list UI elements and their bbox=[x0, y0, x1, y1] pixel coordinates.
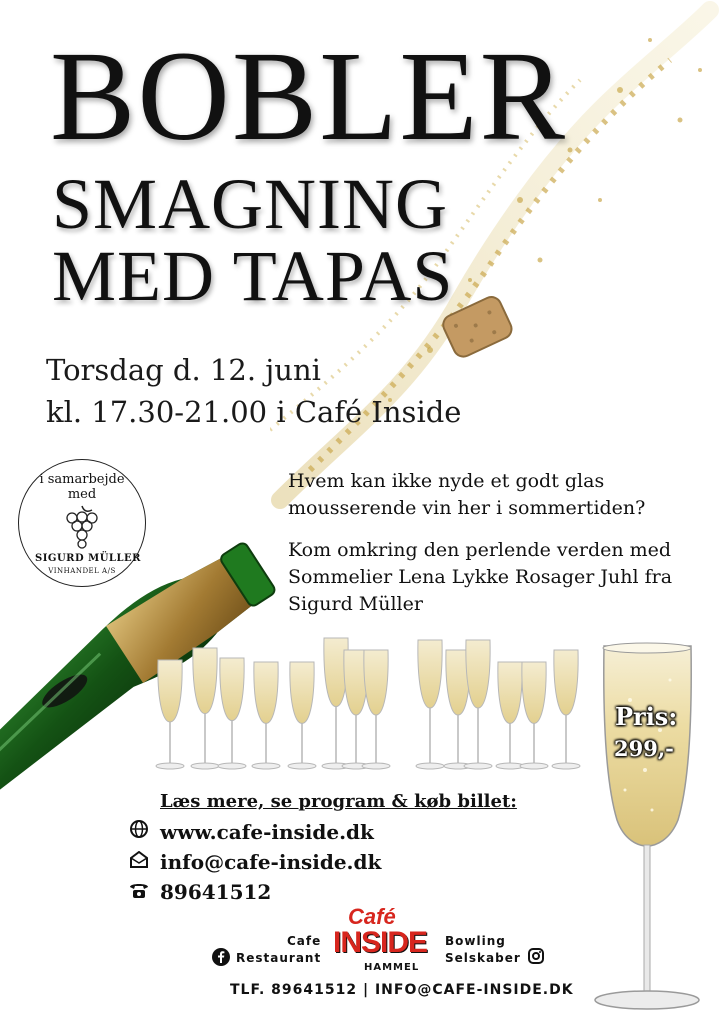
footer-restaurant-label: Restaurant bbox=[236, 951, 322, 965]
intro-line: Kom omkring den perlende verden med bbox=[288, 539, 672, 561]
intro-line: mousserende vin her i sommertiden? bbox=[288, 497, 646, 519]
email-row[interactable] bbox=[128, 848, 381, 876]
footer-selskaber-label: Selskaber bbox=[445, 951, 521, 965]
globe-icon bbox=[128, 818, 150, 846]
badge-line1: i samarbejde bbox=[39, 472, 125, 487]
phone-link[interactable]: 89641512 bbox=[160, 880, 272, 904]
phone-row[interactable] bbox=[128, 878, 271, 906]
intro-paragraph-1 bbox=[288, 468, 645, 522]
instagram-icon[interactable] bbox=[528, 948, 544, 964]
website-row[interactable] bbox=[128, 818, 374, 846]
large-champagne-flute bbox=[590, 640, 705, 1015]
footer-cafe-label: Cafe bbox=[287, 934, 322, 948]
glass-flute bbox=[288, 662, 316, 769]
glass-flute bbox=[218, 658, 246, 769]
logo-hammel-text: HAMMEL bbox=[364, 962, 420, 973]
glass-flute bbox=[252, 662, 280, 769]
badge-brand: SIGURD MÜLLER bbox=[35, 553, 141, 564]
footer-bowling-label: Bowling bbox=[445, 934, 506, 948]
glass-flute bbox=[362, 650, 390, 769]
contact-heading: Læs mere, se program & køb billet: bbox=[160, 791, 517, 812]
facebook-icon[interactable] bbox=[212, 948, 230, 966]
price-value: 299,- bbox=[614, 736, 674, 761]
logo-inside-text: INSIDE bbox=[333, 926, 428, 959]
event-date: Torsdag d. 12. juni bbox=[46, 353, 321, 387]
logo-cafe-text: Café bbox=[348, 904, 396, 929]
glass-flute bbox=[464, 640, 492, 769]
glass-flute bbox=[156, 660, 184, 769]
title-smagning: SMAGNING bbox=[52, 164, 449, 244]
champagne-glasses-row bbox=[150, 630, 590, 775]
badge-text bbox=[19, 472, 145, 502]
event-time: kl. 17.30-21.00 i Café Inside bbox=[46, 395, 462, 429]
glass-flute bbox=[191, 648, 219, 769]
badge-line2: med bbox=[67, 487, 97, 502]
intro-line: Sommelier Lena Lykke Rosager Juhl fra bbox=[288, 566, 673, 588]
cafe-inside-logo bbox=[330, 904, 440, 982]
glass-flute bbox=[520, 662, 548, 769]
title-med-tapas: MED TAPAS bbox=[52, 236, 454, 316]
intro-paragraph-2 bbox=[288, 537, 672, 618]
price-label: Pris: bbox=[615, 702, 678, 731]
intro-line: Hvem kan ikke nyde et godt glas bbox=[288, 470, 605, 492]
glass-flute bbox=[496, 662, 524, 769]
glass-flute bbox=[416, 640, 444, 769]
intro-line: Sigurd Müller bbox=[288, 593, 423, 615]
email-icon bbox=[128, 848, 150, 876]
badge-sub: VINHANDEL A/S bbox=[48, 567, 116, 575]
phone-icon bbox=[128, 878, 150, 906]
footer-contact-bar: TLF. 89641512 | INFO@CAFE-INSIDE.DK bbox=[230, 982, 574, 998]
title-bobler: BOBLER bbox=[50, 25, 567, 167]
email-link[interactable]: info@cafe-inside.dk bbox=[160, 850, 382, 874]
glass-flute bbox=[552, 650, 580, 769]
website-link[interactable]: www.cafe-inside.dk bbox=[160, 820, 374, 844]
